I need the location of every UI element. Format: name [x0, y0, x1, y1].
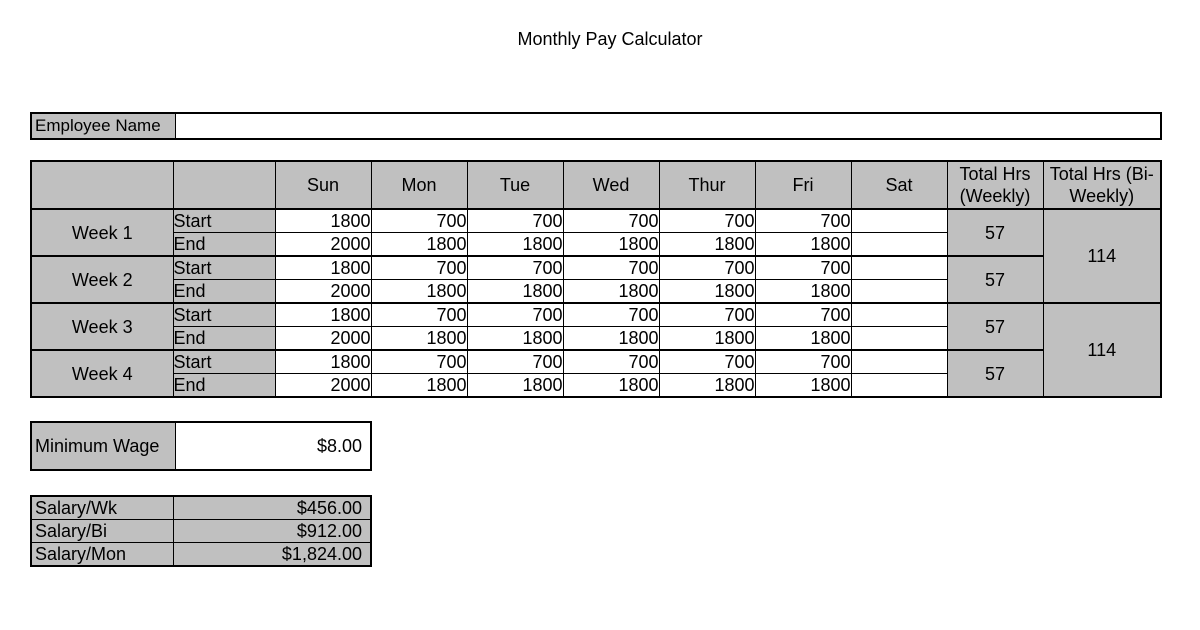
time-cell[interactable]: 1800: [755, 233, 851, 257]
time-cell[interactable]: 1800: [563, 327, 659, 351]
time-cell[interactable]: 1800: [275, 256, 371, 280]
time-cell[interactable]: 700: [467, 209, 563, 233]
header-sat: Sat: [851, 161, 947, 209]
week-label: Week 2: [31, 256, 173, 303]
time-cell[interactable]: 1800: [563, 374, 659, 398]
time-cell[interactable]: 1800: [563, 280, 659, 304]
end-label: End: [173, 374, 275, 398]
time-cell[interactable]: 700: [371, 256, 467, 280]
time-cell[interactable]: 1800: [659, 233, 755, 257]
time-cell[interactable]: 1800: [467, 280, 563, 304]
time-cell[interactable]: 1800: [467, 233, 563, 257]
time-cell[interactable]: 700: [659, 209, 755, 233]
weekly-total: 57: [947, 303, 1043, 350]
start-label: Start: [173, 209, 275, 233]
time-cell[interactable]: 1800: [275, 350, 371, 374]
time-cell[interactable]: 1800: [563, 233, 659, 257]
time-cell[interactable]: 1800: [659, 280, 755, 304]
biweekly-total: 114: [1043, 303, 1161, 397]
table-row: [31, 209, 1161, 233]
time-cell[interactable]: 700: [467, 256, 563, 280]
end-label: End: [173, 327, 275, 351]
time-cell[interactable]: 700: [371, 350, 467, 374]
header-fri: Fri: [755, 161, 851, 209]
biweekly-total: 114: [1043, 209, 1161, 303]
start-label: Start: [173, 303, 275, 327]
table-row: [31, 496, 371, 520]
time-cell[interactable]: 1800: [371, 280, 467, 304]
schedule-table: [30, 160, 1162, 398]
week-label: Week 1: [31, 209, 173, 256]
header-sun: Sun: [275, 161, 371, 209]
time-cell[interactable]: 1800: [275, 303, 371, 327]
minimum-wage-box: [30, 421, 372, 471]
time-cell[interactable]: 1800: [275, 209, 371, 233]
header-thur: Thur: [659, 161, 755, 209]
time-cell[interactable]: 700: [563, 303, 659, 327]
employee-name-row: [30, 112, 1162, 140]
time-cell[interactable]: 700: [755, 256, 851, 280]
time-cell[interactable]: 2000: [275, 374, 371, 398]
time-cell[interactable]: 700: [467, 303, 563, 327]
time-cell[interactable]: 700: [755, 350, 851, 374]
employee-name-label: Employee Name: [32, 114, 176, 138]
weekly-total: 57: [947, 256, 1043, 303]
time-cell[interactable]: 700: [371, 303, 467, 327]
start-label: Start: [173, 350, 275, 374]
salary-value: $1,824.00: [173, 543, 371, 567]
time-cell[interactable]: 1800: [755, 280, 851, 304]
time-cell[interactable]: 700: [755, 303, 851, 327]
time-cell[interactable]: 1800: [467, 327, 563, 351]
time-cell[interactable]: 1800: [755, 374, 851, 398]
week-label: Week 4: [31, 350, 173, 397]
time-cell[interactable]: [851, 256, 947, 280]
salary-table: [30, 495, 372, 567]
schedule-header-row: [31, 161, 1161, 209]
header-total-weekly: Total Hrs (Weekly): [947, 161, 1043, 209]
minimum-wage-field[interactable]: $8.00: [316, 436, 362, 456]
salary-value: $912.00: [173, 520, 371, 543]
weekly-total: 57: [947, 350, 1043, 397]
header-tue: Tue: [467, 161, 563, 209]
header-total-biweekly: Total Hrs (Bi-Weekly): [1043, 161, 1161, 209]
time-cell[interactable]: 2000: [275, 327, 371, 351]
header-blank: [173, 161, 275, 209]
end-label: End: [173, 233, 275, 257]
salary-label: Salary/Wk: [31, 496, 173, 520]
time-cell[interactable]: 700: [659, 350, 755, 374]
time-cell[interactable]: 700: [563, 256, 659, 280]
table-row: [31, 543, 371, 567]
time-cell[interactable]: 2000: [275, 280, 371, 304]
time-cell[interactable]: 1800: [755, 327, 851, 351]
table-row: [31, 350, 1161, 374]
time-cell[interactable]: 700: [755, 209, 851, 233]
time-cell[interactable]: 700: [563, 350, 659, 374]
time-cell[interactable]: [851, 374, 947, 398]
time-cell[interactable]: 2000: [275, 233, 371, 257]
start-label: Start: [173, 256, 275, 280]
time-cell[interactable]: [851, 350, 947, 374]
salary-value: $456.00: [173, 496, 371, 520]
time-cell[interactable]: 1800: [371, 233, 467, 257]
header-wed: Wed: [563, 161, 659, 209]
time-cell[interactable]: 700: [467, 350, 563, 374]
time-cell[interactable]: 1800: [467, 374, 563, 398]
time-cell[interactable]: 700: [659, 303, 755, 327]
page-title: Monthly Pay Calculator: [517, 29, 703, 49]
table-row: [31, 256, 1161, 280]
week-label: Week 3: [31, 303, 173, 350]
time-cell[interactable]: 1800: [371, 327, 467, 351]
table-row: [31, 520, 371, 543]
header-blank: [31, 161, 173, 209]
time-cell[interactable]: 700: [659, 256, 755, 280]
time-cell[interactable]: 1800: [371, 374, 467, 398]
table-row: [31, 303, 1161, 327]
header-mon: Mon: [371, 161, 467, 209]
time-cell[interactable]: [851, 209, 947, 233]
time-cell[interactable]: [851, 233, 947, 257]
time-cell[interactable]: 1800: [659, 374, 755, 398]
time-cell[interactable]: [851, 327, 947, 351]
end-label: End: [173, 280, 275, 304]
time-cell[interactable]: [851, 303, 947, 327]
salary-label: Salary/Mon: [31, 543, 173, 567]
time-cell[interactable]: 1800: [659, 327, 755, 351]
time-cell[interactable]: 700: [371, 209, 467, 233]
time-cell[interactable]: [851, 280, 947, 304]
employee-name-field[interactable]: [176, 114, 1160, 138]
time-cell[interactable]: 700: [563, 209, 659, 233]
weekly-total: 57: [947, 209, 1043, 256]
salary-label: Salary/Bi: [31, 520, 173, 543]
minimum-wage-label: Minimum Wage: [32, 423, 176, 469]
